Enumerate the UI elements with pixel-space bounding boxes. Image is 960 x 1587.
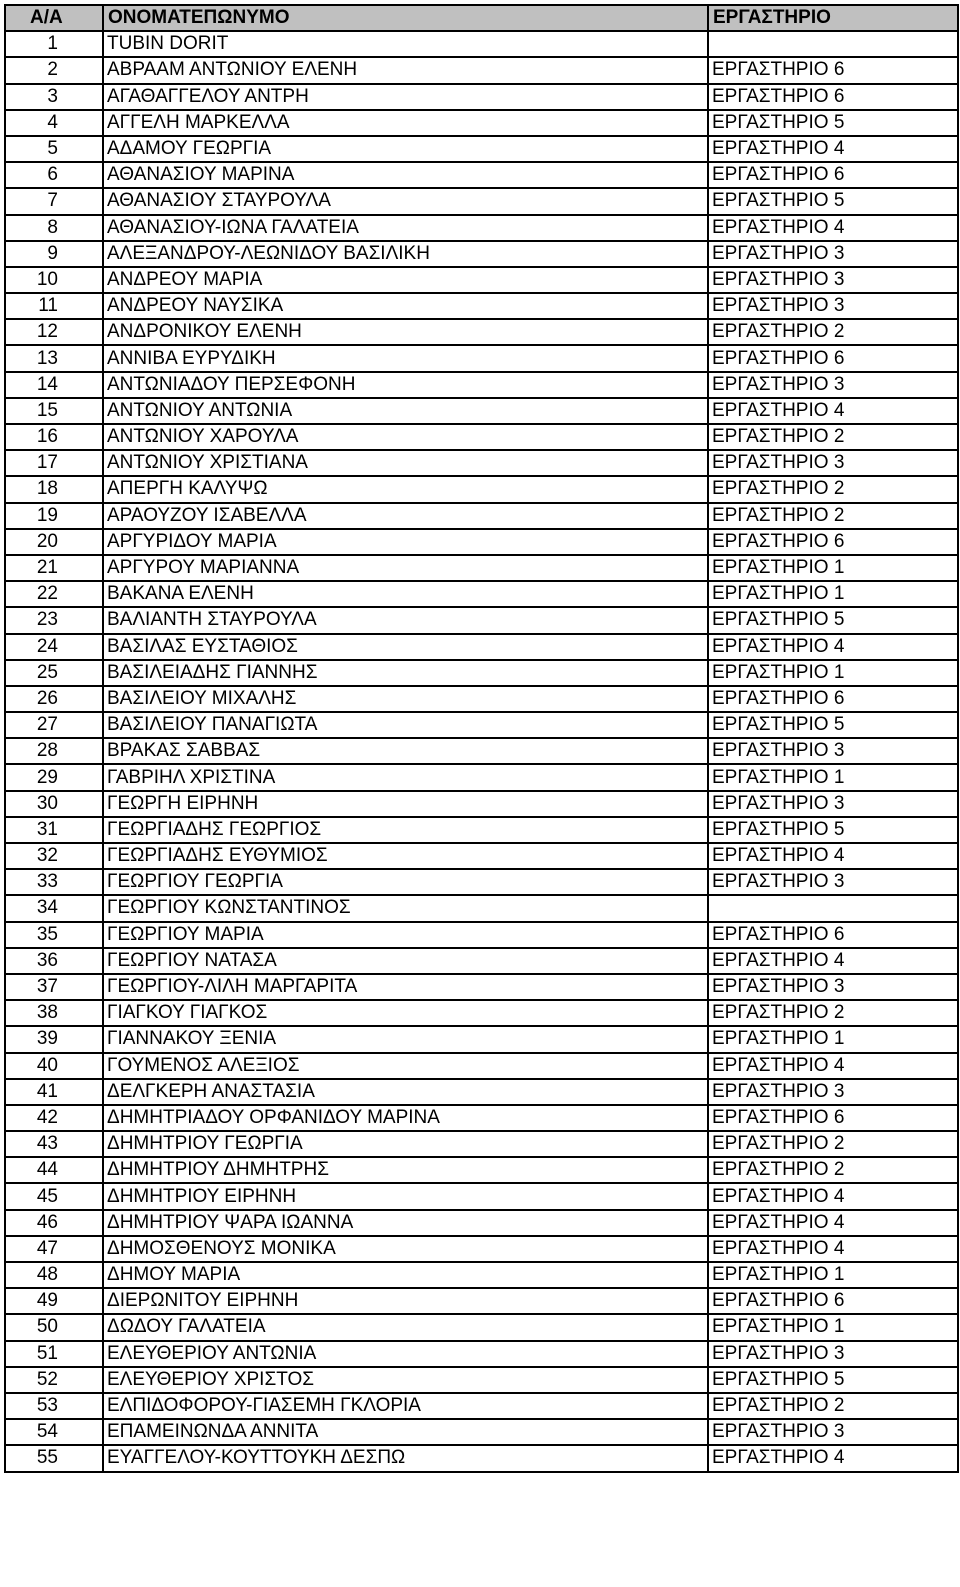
row-name: ΒΑΣΙΛΕΙΟΥ ΠΑΝΑΓΙΩΤΑ <box>103 712 708 738</box>
table-row <box>5 241 958 267</box>
table-row <box>5 136 958 162</box>
row-lab: ΕΡΓΑΣΤΗΡΙΟ 2 <box>708 319 958 345</box>
row-number: 34 <box>5 895 103 921</box>
table-row <box>5 398 958 424</box>
row-lab: ΕΡΓΑΣΤΗΡΙΟ 4 <box>708 398 958 424</box>
table-row <box>5 372 958 398</box>
table-row <box>5 57 958 83</box>
row-lab: ΕΡΓΑΣΤΗΡΙΟ 4 <box>708 136 958 162</box>
row-lab: ΕΡΓΑΣΤΗΡΙΟ 5 <box>708 188 958 214</box>
student-lab-table <box>4 4 959 1473</box>
table-row <box>5 581 958 607</box>
row-number: 17 <box>5 450 103 476</box>
table-row <box>5 503 958 529</box>
table-row <box>5 345 958 371</box>
row-lab: ΕΡΓΑΣΤΗΡΙΟ 3 <box>708 1419 958 1445</box>
table-row <box>5 1236 958 1262</box>
header-name: ΟΝΟΜΑΤΕΠΩΝΥΜΟ <box>103 5 708 31</box>
row-name: ΓΕΩΡΓΗ ΕΙΡΗΝΗ <box>103 791 708 817</box>
row-number: 11 <box>5 293 103 319</box>
row-name: ΒΡΑΚΑΣ ΣΑΒΒΑΣ <box>103 738 708 764</box>
row-number: 38 <box>5 1000 103 1026</box>
table-row <box>5 1026 958 1052</box>
row-number: 19 <box>5 503 103 529</box>
row-number: 40 <box>5 1053 103 1079</box>
row-name: ΓΕΩΡΓΙΟΥ ΓΕΩΡΓΙΑ <box>103 869 708 895</box>
table-row <box>5 764 958 790</box>
row-lab: ΕΡΓΑΣΤΗΡΙΟ 6 <box>708 57 958 83</box>
row-lab: ΕΡΓΑΣΤΗΡΙΟ 6 <box>708 1288 958 1314</box>
row-name: ΑΘΑΝΑΣΙΟΥ ΜΑΡΙΝΑ <box>103 162 708 188</box>
row-lab: ΕΡΓΑΣΤΗΡΙΟ 4 <box>708 1210 958 1236</box>
row-number: 27 <box>5 712 103 738</box>
row-lab <box>708 31 958 57</box>
row-number: 13 <box>5 345 103 371</box>
row-lab: ΕΡΓΑΣΤΗΡΙΟ 5 <box>708 712 958 738</box>
row-name: ΔΗΜΗΤΡΙΟΥ ΔΗΜΗΤΡΗΣ <box>103 1157 708 1183</box>
table-row <box>5 188 958 214</box>
row-lab: ΕΡΓΑΣΤΗΡΙΟ 4 <box>708 634 958 660</box>
row-number: 18 <box>5 476 103 502</box>
row-lab: ΕΡΓΑΣΤΗΡΙΟ 6 <box>708 686 958 712</box>
row-lab: ΕΡΓΑΣΤΗΡΙΟ 2 <box>708 1000 958 1026</box>
row-name: ΑΘΑΝΑΣΙΟΥ-ΙΩΝΑ ΓΑΛΑΤΕΙΑ <box>103 215 708 241</box>
row-lab: ΕΡΓΑΣΤΗΡΙΟ 1 <box>708 1314 958 1340</box>
row-lab: ΕΡΓΑΣΤΗΡΙΟ 3 <box>708 791 958 817</box>
row-number: 30 <box>5 791 103 817</box>
table-row <box>5 555 958 581</box>
table-row <box>5 1341 958 1367</box>
row-name: ΑΡΓΥΡΟΥ ΜΑΡΙΑΝΝΑ <box>103 555 708 581</box>
row-name: ΒΑΣΙΛΑΣ ΕΥΣΤΑΘΙΟΣ <box>103 634 708 660</box>
row-name: ΔΙΕΡΩΝΙΤΟΥ ΕΙΡΗΝΗ <box>103 1288 708 1314</box>
row-number: 22 <box>5 581 103 607</box>
row-name: ΒΑΣΙΛΕΙΟΥ ΜΙΧΑΛΗΣ <box>103 686 708 712</box>
row-name: ΑΝΔΡΕΟΥ ΝΑΥΣΙΚΑ <box>103 293 708 319</box>
row-name: ΑΝΔΡΕΟΥ ΜΑΡΙΑ <box>103 267 708 293</box>
row-name: ΑΔΑΜΟΥ ΓΕΩΡΓΙΑ <box>103 136 708 162</box>
table-row <box>5 1419 958 1445</box>
row-lab: ΕΡΓΑΣΤΗΡΙΟ 4 <box>708 1445 958 1471</box>
row-name: ΓΕΩΡΓΙΟΥ ΝΑΤΑΣΑ <box>103 948 708 974</box>
row-name: ΔΗΜΗΤΡΙΟΥ ΨΑΡΑ ΙΩΑΝΝΑ <box>103 1210 708 1236</box>
row-name: ΒΑΚΑΝΑ ΕΛΕΝΗ <box>103 581 708 607</box>
row-number: 33 <box>5 869 103 895</box>
row-number: 29 <box>5 764 103 790</box>
row-number: 26 <box>5 686 103 712</box>
row-name: ΓΑΒΡΙΗΛ ΧΡΙΣΤΙΝΑ <box>103 764 708 790</box>
table-row <box>5 1183 958 1209</box>
row-number: 54 <box>5 1419 103 1445</box>
row-number: 4 <box>5 110 103 136</box>
row-name: ΓΕΩΡΓΙΑΔΗΣ ΓΕΩΡΓΙΟΣ <box>103 817 708 843</box>
row-lab: ΕΡΓΑΣΤΗΡΙΟ 5 <box>708 607 958 633</box>
row-lab: ΕΡΓΑΣΤΗΡΙΟ 6 <box>708 345 958 371</box>
table-row <box>5 215 958 241</box>
row-name: ΑΝΤΩΝΙΟΥ ΧΑΡΟΥΛΑ <box>103 424 708 450</box>
row-name: ΓΟΥΜΕΝΟΣ ΑΛΕΞΙΟΣ <box>103 1053 708 1079</box>
row-number: 42 <box>5 1105 103 1131</box>
table-row <box>5 895 958 921</box>
table-row <box>5 1445 958 1471</box>
row-name: ΑΝΤΩΝΙΟΥ ΑΝΤΩΝΙΑ <box>103 398 708 424</box>
row-number: 5 <box>5 136 103 162</box>
table-row <box>5 1288 958 1314</box>
row-number: 24 <box>5 634 103 660</box>
table-row <box>5 948 958 974</box>
row-number: 28 <box>5 738 103 764</box>
row-name: ΕΠΑΜΕΙΝΩΝΔΑ ΑΝΝΙΤΑ <box>103 1419 708 1445</box>
row-lab: ΕΡΓΑΣΤΗΡΙΟ 2 <box>708 1131 958 1157</box>
row-lab: ΕΡΓΑΣΤΗΡΙΟ 2 <box>708 1393 958 1419</box>
table-row <box>5 660 958 686</box>
table-header <box>5 5 958 31</box>
row-name: ΔΕΛΓΚΕΡΗ ΑΝΑΣΤΑΣΙΑ <box>103 1079 708 1105</box>
row-name: ΒΑΛΙΑΝΤΗ ΣΤΑΥΡΟΥΛΑ <box>103 607 708 633</box>
row-name: TUBIN DORIT <box>103 31 708 57</box>
row-lab: ΕΡΓΑΣΤΗΡΙΟ 1 <box>708 1026 958 1052</box>
row-number: 7 <box>5 188 103 214</box>
table-row <box>5 1314 958 1340</box>
row-number: 20 <box>5 529 103 555</box>
row-lab: ΕΡΓΑΣΤΗΡΙΟ 2 <box>708 503 958 529</box>
table-row <box>5 476 958 502</box>
table-row <box>5 843 958 869</box>
header-lab: ΕΡΓΑΣΤΗΡΙΟ <box>708 5 958 31</box>
row-name: ΒΑΣΙΛΕΙΑΔΗΣ ΓΙΑΝΝΗΣ <box>103 660 708 686</box>
row-name: ΑΝΔΡΟΝΙΚΟΥ ΕΛΕΝΗ <box>103 319 708 345</box>
table-row <box>5 1157 958 1183</box>
row-name: ΔΗΜΟΥ ΜΑΡΙΑ <box>103 1262 708 1288</box>
row-number: 44 <box>5 1157 103 1183</box>
table-body <box>5 31 958 1471</box>
table-row <box>5 738 958 764</box>
row-number: 21 <box>5 555 103 581</box>
row-lab: ΕΡΓΑΣΤΗΡΙΟ 4 <box>708 948 958 974</box>
row-number: 52 <box>5 1367 103 1393</box>
row-lab: ΕΡΓΑΣΤΗΡΙΟ 6 <box>708 162 958 188</box>
row-lab: ΕΡΓΑΣΤΗΡΙΟ 2 <box>708 424 958 450</box>
row-number: 37 <box>5 974 103 1000</box>
row-lab: ΕΡΓΑΣΤΗΡΙΟ 1 <box>708 581 958 607</box>
row-lab: ΕΡΓΑΣΤΗΡΙΟ 4 <box>708 843 958 869</box>
row-lab: ΕΡΓΑΣΤΗΡΙΟ 5 <box>708 110 958 136</box>
table-row <box>5 1262 958 1288</box>
row-number: 25 <box>5 660 103 686</box>
row-number: 23 <box>5 607 103 633</box>
row-name: ΕΛΕΥΘΕΡΙΟΥ ΑΝΤΩΝΙΑ <box>103 1341 708 1367</box>
row-lab: ΕΡΓΑΣΤΗΡΙΟ 6 <box>708 84 958 110</box>
row-lab: ΕΡΓΑΣΤΗΡΙΟ 5 <box>708 1367 958 1393</box>
row-number: 14 <box>5 372 103 398</box>
row-number: 1 <box>5 31 103 57</box>
row-lab: ΕΡΓΑΣΤΗΡΙΟ 6 <box>708 1105 958 1131</box>
row-name: ΑΓΓΕΛΗ ΜΑΡΚΕΛΛΑ <box>103 110 708 136</box>
row-number: 2 <box>5 57 103 83</box>
row-name: ΑΘΑΝΑΣΙΟΥ ΣΤΑΥΡΟΥΛΑ <box>103 188 708 214</box>
row-lab: ΕΡΓΑΣΤΗΡΙΟ 3 <box>708 869 958 895</box>
row-lab: ΕΡΓΑΣΤΗΡΙΟ 4 <box>708 1053 958 1079</box>
row-lab: ΕΡΓΑΣΤΗΡΙΟ 6 <box>708 529 958 555</box>
row-lab: ΕΡΓΑΣΤΗΡΙΟ 3 <box>708 267 958 293</box>
row-name: ΓΕΩΡΓΙΟΥ ΜΑΡΙΑ <box>103 922 708 948</box>
table-row <box>5 267 958 293</box>
row-name: ΕΥΑΓΓΕΛΟΥ-ΚΟΥΤΤΟΥΚΗ ΔΕΣΠΩ <box>103 1445 708 1471</box>
row-name: ΓΙΑΓΚΟΥ ΓΙΑΓΚΟΣ <box>103 1000 708 1026</box>
row-number: 32 <box>5 843 103 869</box>
row-number: 51 <box>5 1341 103 1367</box>
row-number: 53 <box>5 1393 103 1419</box>
row-name: ΓΕΩΡΓΙΟΥ ΚΩΝΣΤΑΝΤΙΝΟΣ <box>103 895 708 921</box>
row-name: ΑΠΕΡΓΗ ΚΑΛΥΨΩ <box>103 476 708 502</box>
row-lab: ΕΡΓΑΣΤΗΡΙΟ 4 <box>708 215 958 241</box>
header-aa: Α/Α <box>5 5 103 31</box>
row-number: 31 <box>5 817 103 843</box>
row-lab: ΕΡΓΑΣΤΗΡΙΟ 6 <box>708 922 958 948</box>
row-lab: ΕΡΓΑΣΤΗΡΙΟ 3 <box>708 372 958 398</box>
table-row <box>5 922 958 948</box>
row-number: 46 <box>5 1210 103 1236</box>
table-row <box>5 1367 958 1393</box>
table-row <box>5 607 958 633</box>
row-name: ΑΡΑΟΥΖΟΥ ΙΣΑΒΕΛΛΑ <box>103 503 708 529</box>
row-name: ΑΒΡΑΑΜ ΑΝΤΩΝΙΟΥ ΕΛΕΝΗ <box>103 57 708 83</box>
row-name: ΑΡΓΥΡΙΔΟΥ ΜΑΡΙΑ <box>103 529 708 555</box>
row-name: ΓΕΩΡΓΙΟΥ-ΛΙΛΗ ΜΑΡΓΑΡΙΤΑ <box>103 974 708 1000</box>
table-row <box>5 817 958 843</box>
table-row <box>5 791 958 817</box>
row-lab: ΕΡΓΑΣΤΗΡΙΟ 1 <box>708 1262 958 1288</box>
row-name: ΕΛΠΙΔΟΦΟΡΟΥ-ΓΙΑΣΕΜΗ ΓΚΛΟΡΙΑ <box>103 1393 708 1419</box>
row-number: 9 <box>5 241 103 267</box>
row-number: 3 <box>5 84 103 110</box>
row-lab: ΕΡΓΑΣΤΗΡΙΟ 3 <box>708 1341 958 1367</box>
table-row <box>5 1393 958 1419</box>
row-number: 50 <box>5 1314 103 1340</box>
table-row <box>5 293 958 319</box>
row-lab: ΕΡΓΑΣΤΗΡΙΟ 2 <box>708 476 958 502</box>
row-lab: ΕΡΓΑΣΤΗΡΙΟ 2 <box>708 1157 958 1183</box>
row-name: ΕΛΕΥΘΕΡΙΟΥ ΧΡΙΣΤΟΣ <box>103 1367 708 1393</box>
row-number: 16 <box>5 424 103 450</box>
row-lab: ΕΡΓΑΣΤΗΡΙΟ 5 <box>708 817 958 843</box>
row-number: 41 <box>5 1079 103 1105</box>
table-row <box>5 529 958 555</box>
row-number: 48 <box>5 1262 103 1288</box>
row-name: ΔΩΔΟΥ ΓΑΛΑΤΕΙΑ <box>103 1314 708 1340</box>
row-number: 45 <box>5 1183 103 1209</box>
row-lab: ΕΡΓΑΣΤΗΡΙΟ 4 <box>708 1236 958 1262</box>
table-row <box>5 31 958 57</box>
table-row <box>5 162 958 188</box>
row-name: ΑΝΤΩΝΙΑΔΟΥ ΠΕΡΣΕΦΟΝΗ <box>103 372 708 398</box>
row-number: 10 <box>5 267 103 293</box>
row-lab: ΕΡΓΑΣΤΗΡΙΟ 1 <box>708 764 958 790</box>
table-row <box>5 84 958 110</box>
table-row <box>5 110 958 136</box>
row-name: ΑΝΤΩΝΙΟΥ ΧΡΙΣΤΙΑΝΑ <box>103 450 708 476</box>
row-lab: ΕΡΓΑΣΤΗΡΙΟ 3 <box>708 450 958 476</box>
table-row <box>5 869 958 895</box>
row-number: 55 <box>5 1445 103 1471</box>
row-number: 43 <box>5 1131 103 1157</box>
row-name: ΓΙΑΝΝΑΚΟΥ ΞΕΝΙΑ <box>103 1026 708 1052</box>
table-row <box>5 450 958 476</box>
table-row <box>5 424 958 450</box>
table-row <box>5 974 958 1000</box>
table-row <box>5 1079 958 1105</box>
table-row <box>5 1131 958 1157</box>
row-number: 35 <box>5 922 103 948</box>
row-number: 49 <box>5 1288 103 1314</box>
table-row <box>5 712 958 738</box>
row-name: ΔΗΜΗΤΡΙΑΔΟΥ ΟΡΦΑΝΙΔΟΥ ΜΑΡΙΝΑ <box>103 1105 708 1131</box>
row-name: ΑΓΑΘΑΓΓΕΛΟΥ ΑΝΤΡΗ <box>103 84 708 110</box>
table-row <box>5 1105 958 1131</box>
row-lab: ΕΡΓΑΣΤΗΡΙΟ 1 <box>708 555 958 581</box>
table-row <box>5 1000 958 1026</box>
table-row <box>5 686 958 712</box>
row-number: 47 <box>5 1236 103 1262</box>
row-lab: ΕΡΓΑΣΤΗΡΙΟ 3 <box>708 1079 958 1105</box>
row-lab: ΕΡΓΑΣΤΗΡΙΟ 3 <box>708 241 958 267</box>
row-name: ΑΝΝΙΒΑ ΕΥΡΥΔΙΚΗ <box>103 345 708 371</box>
table-row <box>5 1210 958 1236</box>
row-lab: ΕΡΓΑΣΤΗΡΙΟ 1 <box>708 660 958 686</box>
row-number: 36 <box>5 948 103 974</box>
row-lab: ΕΡΓΑΣΤΗΡΙΟ 4 <box>708 1183 958 1209</box>
row-name: ΓΕΩΡΓΙΑΔΗΣ ΕΥΘΥΜΙΟΣ <box>103 843 708 869</box>
row-name: ΔΗΜΟΣΘΕΝΟΥΣ ΜΟΝΙΚΑ <box>103 1236 708 1262</box>
row-name: ΔΗΜΗΤΡΙΟΥ ΓΕΩΡΓΙΑ <box>103 1131 708 1157</box>
table-row <box>5 319 958 345</box>
table-row <box>5 1053 958 1079</box>
row-lab <box>708 895 958 921</box>
row-number: 12 <box>5 319 103 345</box>
row-number: 39 <box>5 1026 103 1052</box>
row-number: 15 <box>5 398 103 424</box>
table-row <box>5 634 958 660</box>
row-lab: ΕΡΓΑΣΤΗΡΙΟ 3 <box>708 738 958 764</box>
row-name: ΑΛΕΞΑΝΔΡΟΥ-ΛΕΩΝΙΔΟΥ ΒΑΣΙΛΙΚΗ <box>103 241 708 267</box>
row-number: 6 <box>5 162 103 188</box>
row-number: 8 <box>5 215 103 241</box>
row-lab: ΕΡΓΑΣΤΗΡΙΟ 3 <box>708 293 958 319</box>
row-lab: ΕΡΓΑΣΤΗΡΙΟ 3 <box>708 974 958 1000</box>
header-row <box>5 5 958 31</box>
row-name: ΔΗΜΗΤΡΙΟΥ ΕΙΡΗΝΗ <box>103 1183 708 1209</box>
